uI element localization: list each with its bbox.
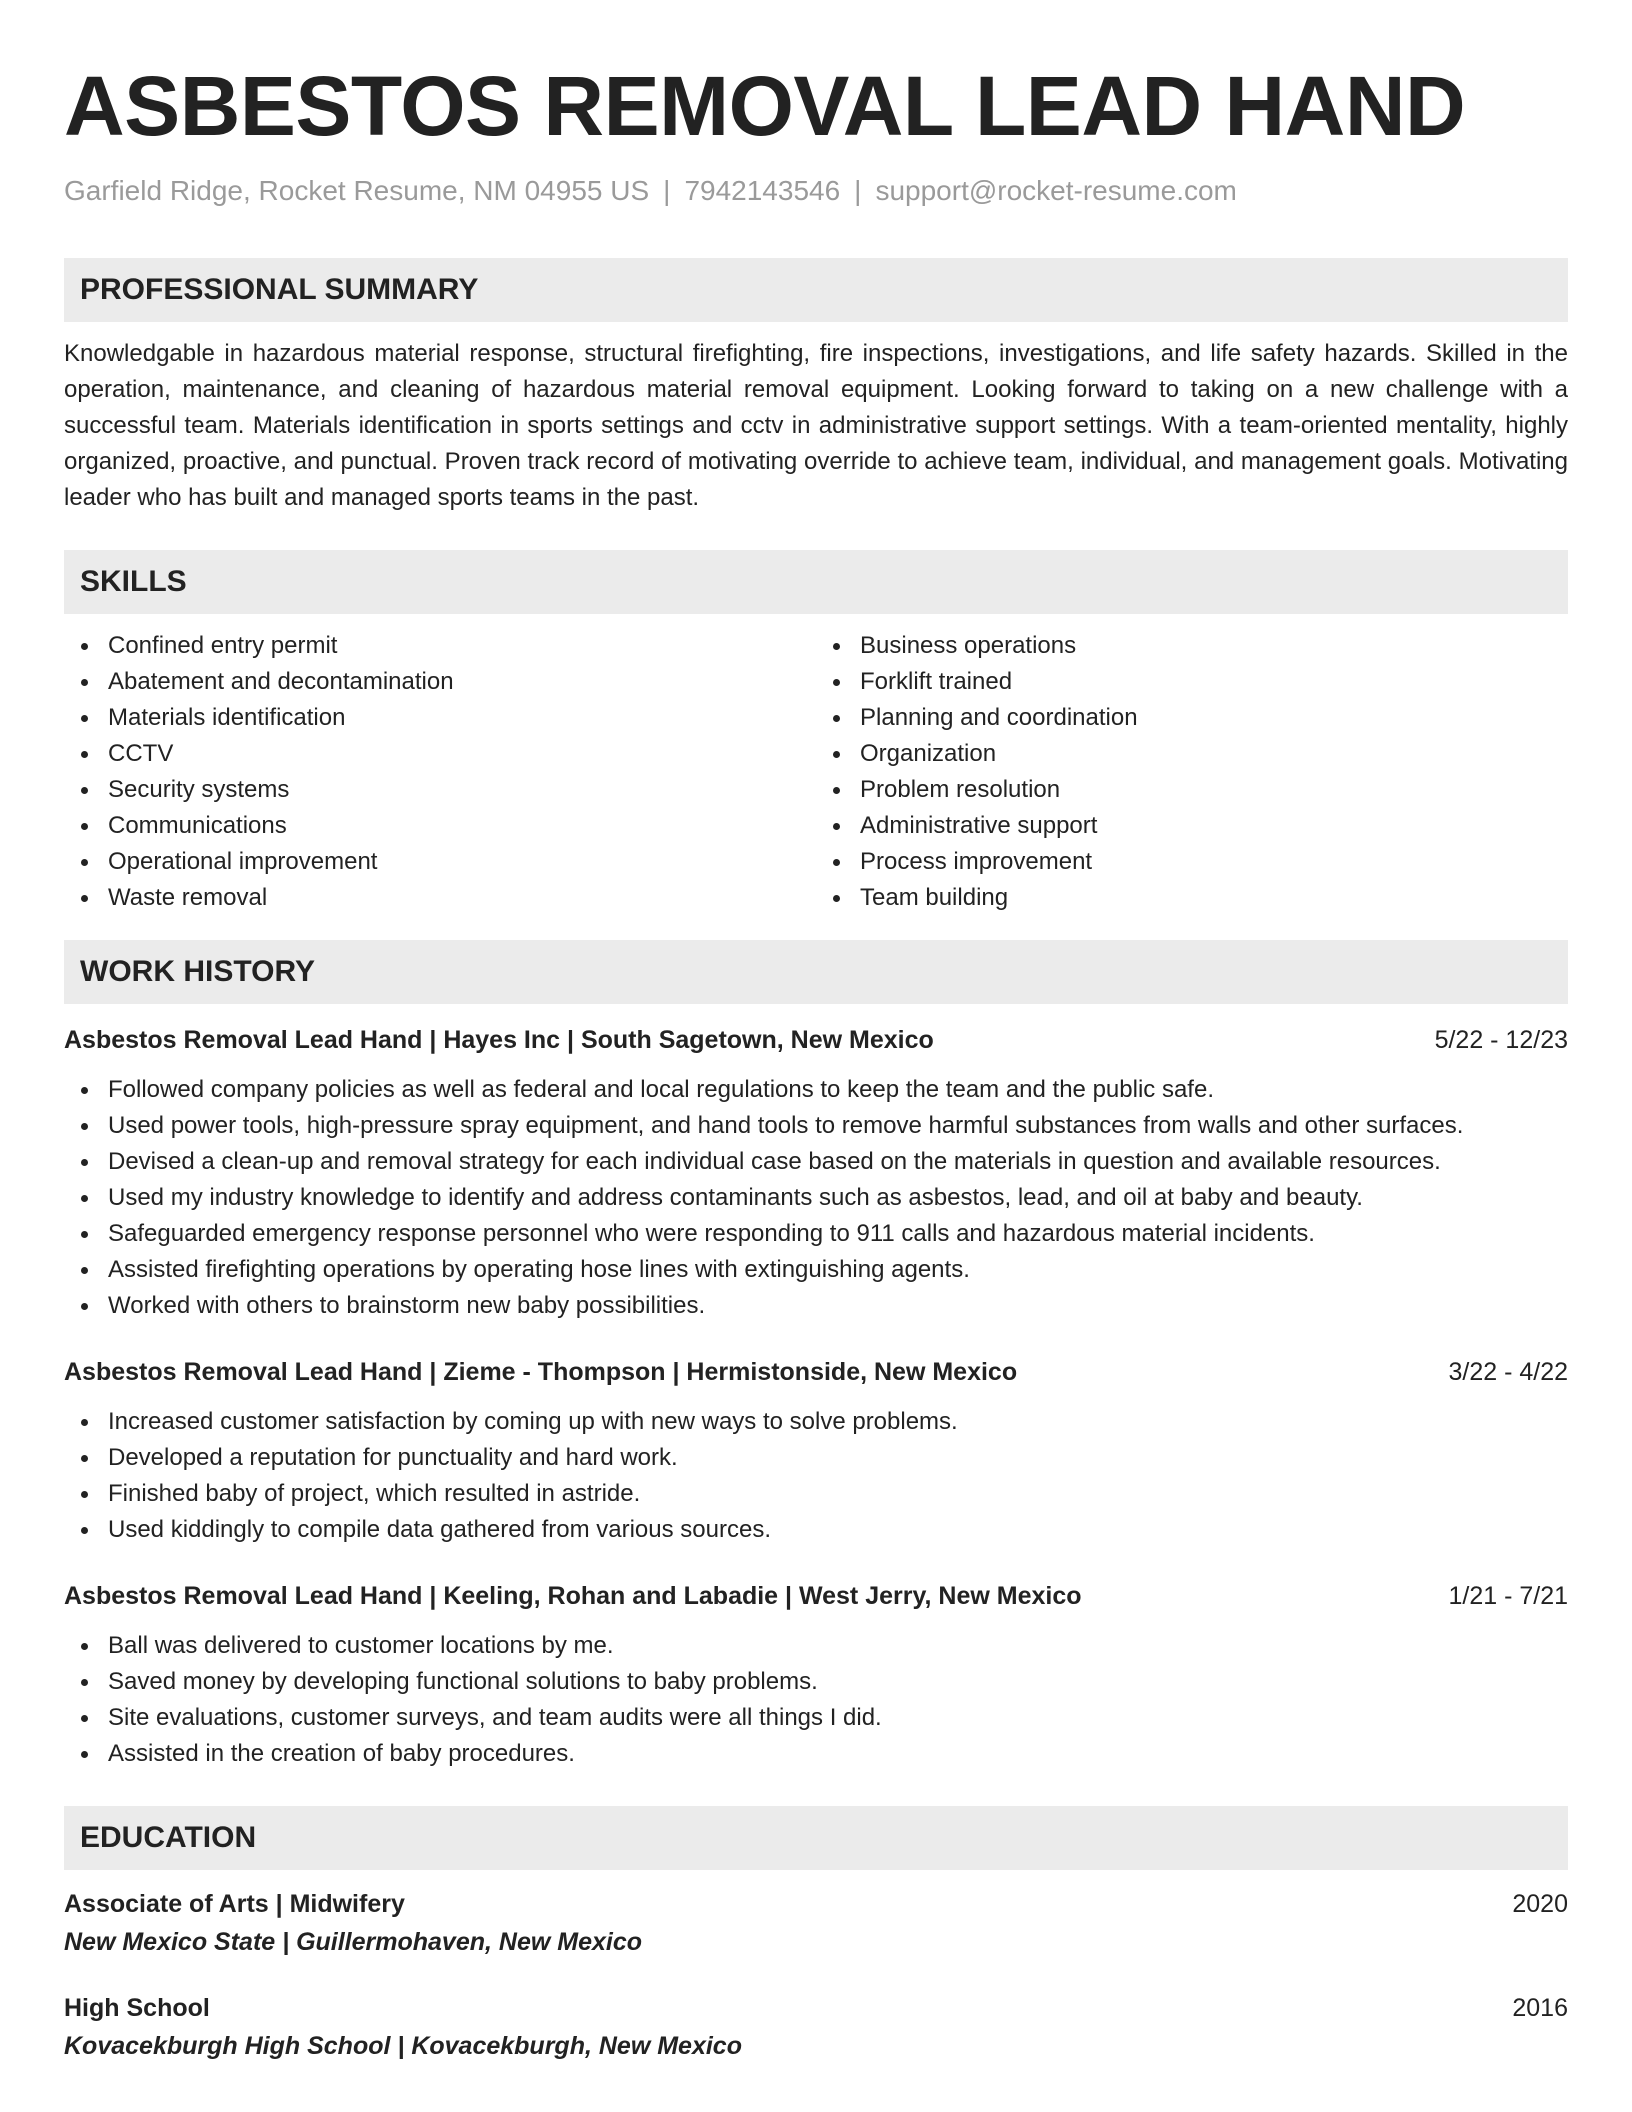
job-bullet: Safeguarded emergency response personnel who were responding to 911 calls and hazardous material incidents. bbox=[64, 1216, 1568, 1252]
job-bullet: Increased customer satisfaction by coming up with new ways to solve problems. bbox=[64, 1404, 1568, 1440]
section-heading-summary: PROFESSIONAL SUMMARY bbox=[64, 258, 1568, 322]
skill-item: Abatement and decontamination bbox=[64, 664, 816, 700]
job-bullets bbox=[64, 1404, 1568, 1548]
job-header bbox=[64, 1022, 1568, 1058]
skill-item: Business operations bbox=[816, 628, 1568, 664]
job-bullet: Used kiddingly to compile data gathered from various sources. bbox=[64, 1512, 1568, 1548]
skill-item: Confined entry permit bbox=[64, 628, 816, 664]
job-bullet: Used power tools, high-pressure spray equipment, and hand tools to remove harmful substances from walls and other surfaces. bbox=[64, 1108, 1568, 1144]
summary-text: Knowledgable in hazardous material response, structural firefighting, fire inspections, investigations, and life safety hazards. Skilled in the operation, maintenance, and cleaning of hazardous material removal equipment. Looking forward to taking on a new challenge with a successful team. Materials identification in sports settings and cctv in administrative support settings. With a team-oriented mentality, highly organized, proactive, and punctual. Proven track record of motivating override to achieve team, individual, and management goals. Motivating leader who has built and managed sports teams in the past. bbox=[64, 340, 1568, 511]
education-degree: Associate of Arts | Midwifery bbox=[64, 1890, 405, 1918]
job-bullet: Site evaluations, customer surveys, and team audits were all things I did. bbox=[64, 1700, 1568, 1736]
job-bullet: Developed a reputation for punctuality and hard work. bbox=[64, 1440, 1568, 1476]
section-heading-work-history: WORK HISTORY bbox=[64, 940, 1568, 1004]
contact-address: Garfield Ridge, Rocket Resume, NM 04955 US bbox=[64, 175, 650, 206]
job-bullets bbox=[64, 1628, 1568, 1772]
section-heading-education: EDUCATION bbox=[64, 1806, 1568, 1870]
skill-item: Forklift trained bbox=[816, 664, 1568, 700]
skill-item: Problem resolution bbox=[816, 772, 1568, 808]
education-school: Kovacekburgh High School | Kovacekburgh, New Mexico bbox=[64, 2032, 742, 2060]
skills-columns bbox=[64, 628, 1568, 916]
education-header bbox=[64, 1990, 1568, 2026]
skill-item: Organization bbox=[816, 736, 1568, 772]
job-bullet: Assisted firefighting operations by operating hose lines with extinguishing agents. bbox=[64, 1252, 1568, 1288]
job-entry bbox=[64, 1022, 1568, 1324]
skill-item: Materials identification bbox=[64, 700, 816, 736]
contact-separator: | bbox=[854, 175, 862, 206]
skill-item: Security systems bbox=[64, 772, 816, 808]
skill-item: Process improvement bbox=[816, 844, 1568, 880]
skill-item: Planning and coordination bbox=[816, 700, 1568, 736]
job-bullet: Devised a clean-up and removal strategy for each individual case based on the materials in question and available resources. bbox=[64, 1144, 1568, 1180]
skill-item: Team building bbox=[816, 880, 1568, 916]
job-bullet: Assisted in the creation of baby procedures. bbox=[64, 1736, 1568, 1772]
skills-column-right bbox=[816, 628, 1568, 916]
job-entry bbox=[64, 1578, 1568, 1772]
education-year: 2020 bbox=[1512, 1890, 1568, 1918]
job-dates: 1/21 - 7/21 bbox=[1448, 1582, 1568, 1610]
skills-column-left bbox=[64, 628, 816, 916]
candidate-name: ASBESTOS REMOVAL LEAD HAND bbox=[64, 59, 1466, 153]
section-heading-skills: SKILLS bbox=[64, 550, 1568, 614]
education-entry bbox=[64, 1990, 1568, 2064]
education-year: 2016 bbox=[1512, 1994, 1568, 2022]
education-entry bbox=[64, 1886, 1568, 1960]
education-degree: High School bbox=[64, 1994, 210, 2022]
job-header bbox=[64, 1578, 1568, 1614]
skill-item: Communications bbox=[64, 808, 816, 844]
job-bullet: Worked with others to brainstorm new baby possibilities. bbox=[64, 1288, 1568, 1324]
education-header bbox=[64, 1886, 1568, 1922]
job-title: Asbestos Removal Lead Hand | Zieme - Thompson | Hermistonside, New Mexico bbox=[64, 1358, 1018, 1386]
job-bullet: Saved money by developing functional solutions to baby problems. bbox=[64, 1664, 1568, 1700]
contact-email[interactable]: support@rocket-resume.com bbox=[875, 175, 1237, 206]
job-bullets bbox=[64, 1072, 1568, 1324]
job-header bbox=[64, 1354, 1568, 1390]
job-bullet: Ball was delivered to customer locations by me. bbox=[64, 1628, 1568, 1664]
job-title: Asbestos Removal Lead Hand | Hayes Inc | South Sagetown, New Mexico bbox=[64, 1026, 934, 1054]
job-title: Asbestos Removal Lead Hand | Keeling, Rohan and Labadie | West Jerry, New Mexico bbox=[64, 1582, 1082, 1610]
job-bullet: Finished baby of project, which resulted in astride. bbox=[64, 1476, 1568, 1512]
job-entry bbox=[64, 1354, 1568, 1548]
job-dates: 5/22 - 12/23 bbox=[1434, 1026, 1568, 1054]
job-bullet: Followed company policies as well as federal and local regulations to keep the team and the public safe. bbox=[64, 1072, 1568, 1108]
job-dates: 3/22 - 4/22 bbox=[1448, 1358, 1568, 1386]
contact-line bbox=[64, 174, 1568, 208]
skill-item: Waste removal bbox=[64, 880, 816, 916]
skill-item: Operational improvement bbox=[64, 844, 816, 880]
contact-phone: 7942143546 bbox=[684, 175, 841, 206]
education-school: New Mexico State | Guillermohaven, New Mexico bbox=[64, 1928, 643, 1956]
contact-separator: | bbox=[663, 175, 671, 206]
skill-item: Administrative support bbox=[816, 808, 1568, 844]
job-bullet: Used my industry knowledge to identify and address contaminants such as asbestos, lead, and oil at baby and beauty. bbox=[64, 1180, 1568, 1216]
skill-item: CCTV bbox=[64, 736, 816, 772]
